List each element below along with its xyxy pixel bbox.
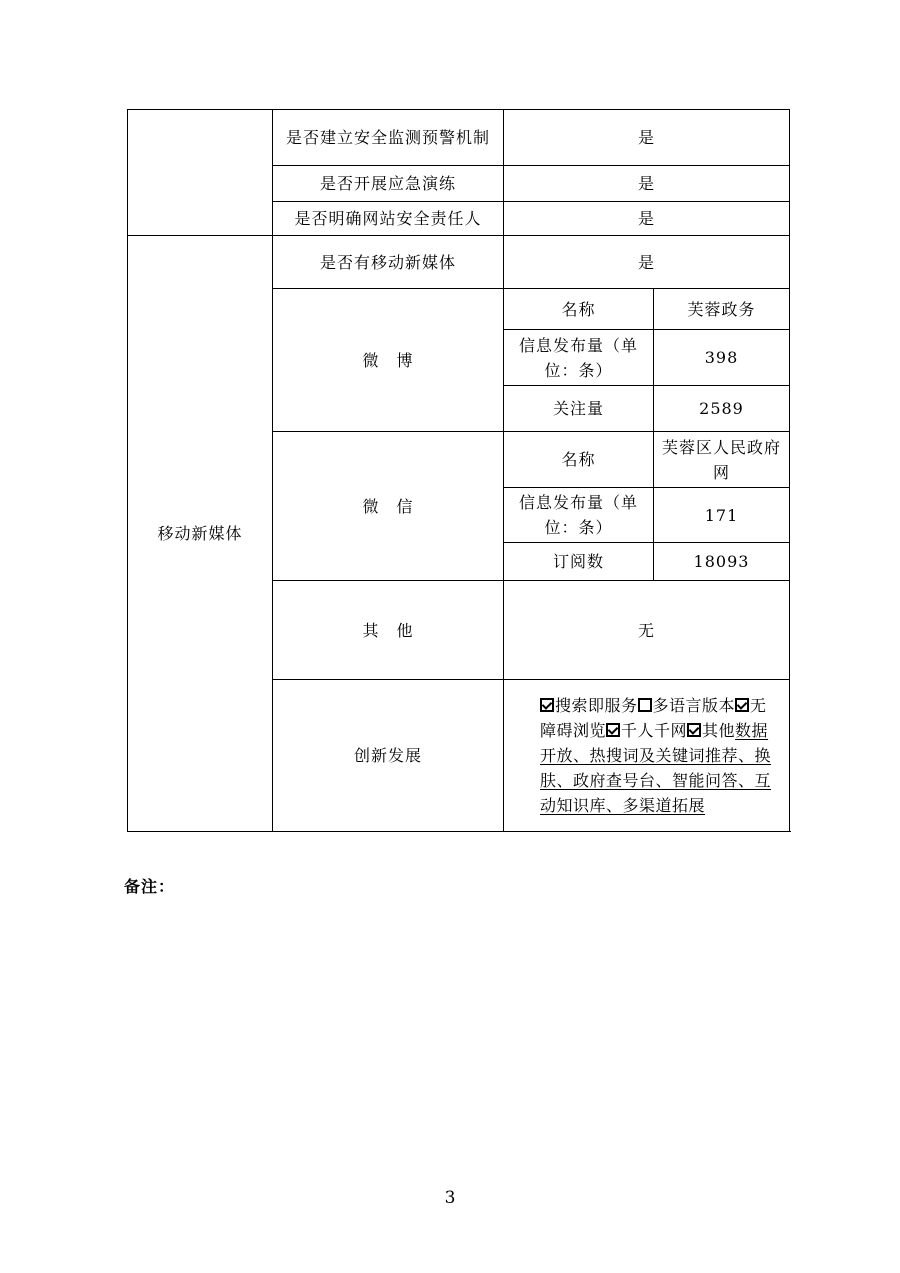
option-label: 其他	[702, 721, 736, 740]
weibo-name-value: 芙蓉政务	[654, 289, 790, 330]
security-section-cell	[128, 110, 273, 236]
wechat-name-label: 名称	[504, 432, 654, 488]
has-mobile-value: 是	[504, 236, 790, 289]
option-label: 千人千网	[621, 721, 688, 740]
checkbox-other[interactable]	[687, 723, 701, 737]
checkbox-personalized[interactable]	[606, 723, 620, 737]
other-detail-text: 数据开放、热搜词及关键词推荐、换肤、政府查号台、智能问答、互动知识库、多渠道拓展	[540, 721, 772, 815]
wechat-subscribers-value: 18093	[654, 543, 790, 581]
mobile-section-label: 移动新媒体	[128, 236, 273, 832]
table-row	[128, 110, 790, 166]
wechat-posts-label: 信息发布量（单位：条）	[504, 488, 654, 543]
wechat-subscribers-label: 订阅数	[504, 543, 654, 581]
weibo-label: 微 博	[273, 289, 504, 432]
checkbox-search-service[interactable]	[540, 698, 554, 712]
weibo-posts-value: 398	[654, 330, 790, 386]
note-label: 备注：	[124, 877, 176, 896]
option-label: 无障碍浏览	[540, 696, 767, 740]
responsible-value: 是	[504, 202, 790, 236]
checkbox-multilingual[interactable]	[638, 698, 652, 712]
option-label: 多语言版本	[652, 696, 736, 715]
innovation-section-label: 创新发展	[273, 680, 504, 832]
innovation-options	[540, 693, 781, 818]
monitoring-value: 是	[504, 110, 790, 166]
checkbox-accessibility[interactable]	[735, 698, 749, 712]
drill-value: 是	[504, 166, 790, 202]
wechat-posts-value: 171	[654, 488, 790, 543]
responsible-label: 是否明确网站安全责任人	[273, 202, 504, 236]
innovation-options-cell	[504, 680, 790, 832]
weibo-followers-label: 关注量	[504, 386, 654, 432]
other-label: 其 他	[273, 581, 504, 680]
wechat-label: 微 信	[273, 432, 504, 581]
report-table	[127, 109, 790, 832]
has-mobile-label: 是否有移动新媒体	[273, 236, 504, 289]
drill-label: 是否开展应急演练	[273, 166, 504, 202]
other-value: 无	[504, 581, 790, 680]
weibo-followers-value: 2589	[654, 386, 790, 432]
page-number: 3	[444, 1188, 456, 1208]
weibo-name-label: 名称	[504, 289, 654, 330]
wechat-name-value: 芙蓉区人民政府网	[654, 432, 790, 488]
weibo-posts-label: 信息发布量（单位：条）	[504, 330, 654, 386]
table-row	[128, 236, 790, 289]
option-label: 搜索即服务	[555, 696, 638, 715]
monitoring-label: 是否建立安全监测预警机制	[273, 110, 504, 166]
